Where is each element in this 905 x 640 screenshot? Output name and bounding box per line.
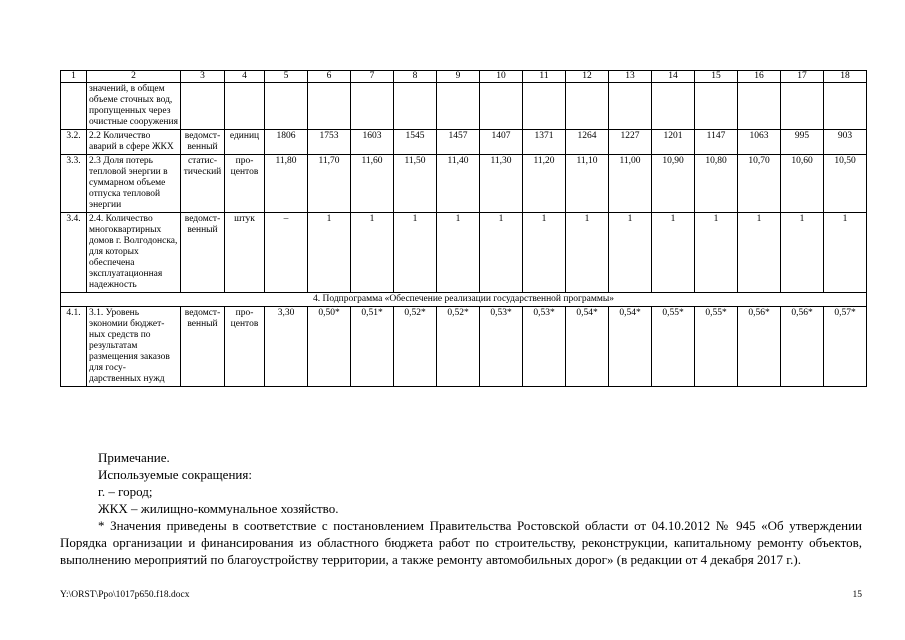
column-number: 5 xyxy=(265,71,308,83)
value-cell xyxy=(738,83,781,130)
column-number: 10 xyxy=(480,71,523,83)
column-number: 11 xyxy=(523,71,566,83)
value-cell: 11,00 xyxy=(609,155,652,213)
value-cell xyxy=(437,83,480,130)
subprogram-row xyxy=(61,293,867,307)
abbreviation-item: г. – город; xyxy=(98,484,153,499)
value-cell: 0,51* xyxy=(351,307,394,387)
value-cell xyxy=(265,83,308,130)
column-number: 18 xyxy=(824,71,867,83)
page-number: 15 xyxy=(852,590,862,600)
value-cell: 1457 xyxy=(437,130,480,155)
value-cell: 1 xyxy=(738,213,781,293)
value-cell: 995 xyxy=(781,130,824,155)
indicator-name: 2.4. Количество многоквартирных домов г. Волгодонска, для которых обеспечена эксплуатационная надежность xyxy=(87,213,181,293)
value-cell: 0,56* xyxy=(738,307,781,387)
value-cell: 1 xyxy=(566,213,609,293)
unit: про-центов xyxy=(225,155,265,213)
value-cell: 0,57* xyxy=(824,307,867,387)
row-number: 4.1. xyxy=(61,307,87,387)
value-cell: 1 xyxy=(695,213,738,293)
value-cell xyxy=(695,83,738,130)
indicator-name: 3.1. Уровень экономии бюджет-ных средств по результатам размещения заказов для госу-дарственных нужд xyxy=(87,307,181,387)
data-source: ведомст-венный xyxy=(181,307,225,387)
unit xyxy=(225,83,265,130)
table-row xyxy=(61,130,867,155)
value-cell: 10,60 xyxy=(781,155,824,213)
column-number: 17 xyxy=(781,71,824,83)
table-row xyxy=(61,155,867,213)
column-number: 12 xyxy=(566,71,609,83)
value-cell: 0,54* xyxy=(566,307,609,387)
column-number: 1 xyxy=(61,71,87,83)
row-number: 3.3. xyxy=(61,155,87,213)
column-number: 9 xyxy=(437,71,480,83)
value-cell xyxy=(308,83,351,130)
value-cell: 11,70 xyxy=(308,155,351,213)
indicator-name: 2.2 Количество аварий в сфере ЖКХ xyxy=(87,130,181,155)
value-cell: 11,50 xyxy=(394,155,437,213)
table-row xyxy=(61,307,867,387)
column-number: 16 xyxy=(738,71,781,83)
column-number: 7 xyxy=(351,71,394,83)
value-cell: 11,20 xyxy=(523,155,566,213)
column-number: 13 xyxy=(609,71,652,83)
column-number: 3 xyxy=(181,71,225,83)
value-cell xyxy=(394,83,437,130)
value-cell: 10,70 xyxy=(738,155,781,213)
value-cell: 0,52* xyxy=(394,307,437,387)
value-cell: 0,55* xyxy=(652,307,695,387)
value-cell: 0,52* xyxy=(437,307,480,387)
value-cell: 0,50* xyxy=(308,307,351,387)
value-cell: 0,54* xyxy=(609,307,652,387)
abbreviation-item: ЖКХ – жилищно-коммунальное хозяйство. xyxy=(98,501,339,516)
value-cell: 1264 xyxy=(566,130,609,155)
value-cell: 0,55* xyxy=(695,307,738,387)
value-cell: 11,10 xyxy=(566,155,609,213)
indicator-name: 2.3 Доля потерь тепловой энергии в суммарном объеме отпуска тепловой энергии xyxy=(87,155,181,213)
value-cell: 10,80 xyxy=(695,155,738,213)
value-cell: 1 xyxy=(437,213,480,293)
row-number: 3.2. xyxy=(61,130,87,155)
data-source xyxy=(181,83,225,130)
value-cell: 1201 xyxy=(652,130,695,155)
value-cell: 1 xyxy=(824,213,867,293)
value-cell xyxy=(652,83,695,130)
value-cell: 1753 xyxy=(308,130,351,155)
column-number: 6 xyxy=(308,71,351,83)
value-cell: 1227 xyxy=(609,130,652,155)
value-cell: 11,60 xyxy=(351,155,394,213)
column-number: 4 xyxy=(225,71,265,83)
value-cell: 11,80 xyxy=(265,155,308,213)
data-source: статис-тический xyxy=(181,155,225,213)
notes-section xyxy=(60,449,862,568)
unit: единиц xyxy=(225,130,265,155)
indicators-table xyxy=(60,70,867,387)
value-cell: 1371 xyxy=(523,130,566,155)
file-path: Y:\ORST\Ppo\1017p650.f18.docx xyxy=(60,590,190,600)
value-cell: 1603 xyxy=(351,130,394,155)
data-source: ведомст-венный xyxy=(181,213,225,293)
value-cell xyxy=(480,83,523,130)
column-number: 14 xyxy=(652,71,695,83)
value-cell: 1147 xyxy=(695,130,738,155)
row-number xyxy=(61,83,87,130)
value-cell xyxy=(523,83,566,130)
header-row xyxy=(61,71,867,83)
value-cell: 1545 xyxy=(394,130,437,155)
value-cell: 11,40 xyxy=(437,155,480,213)
value-cell: 1 xyxy=(652,213,695,293)
column-number: 2 xyxy=(87,71,181,83)
value-cell: 903 xyxy=(824,130,867,155)
data-source: ведомст-венный xyxy=(181,130,225,155)
row-number: 3.4. xyxy=(61,213,87,293)
value-cell: 0,56* xyxy=(781,307,824,387)
value-cell: 0,53* xyxy=(523,307,566,387)
value-cell: 1407 xyxy=(480,130,523,155)
value-cell: 10,50 xyxy=(824,155,867,213)
value-cell xyxy=(566,83,609,130)
value-cell xyxy=(781,83,824,130)
footnote: * Значения приведены в соответствие с постановлением Правительства Ростовской области от 04.10.2012 № 945 «Об утверждении Порядка организации и финансирования из областного бюджета работ по строительству, реконструкции, капитальному ремонту объектов, выполнению мероприятий по благоустройству территории, а также ремонту автомобильных дорог» (в редакции от 4 декабря 2017 г.). xyxy=(60,518,862,567)
value-cell: 10,90 xyxy=(652,155,695,213)
value-cell xyxy=(824,83,867,130)
value-cell: 1 xyxy=(308,213,351,293)
value-cell: 1063 xyxy=(738,130,781,155)
abbreviations-title: Используемые сокращения: xyxy=(98,467,252,482)
subprogram-title: 4. Подпрограмма «Обеспечение реализации государственной программы» xyxy=(61,293,867,307)
table-row xyxy=(61,213,867,293)
value-cell xyxy=(351,83,394,130)
value-cell: 1 xyxy=(394,213,437,293)
unit: про-центов xyxy=(225,307,265,387)
value-cell: 1 xyxy=(351,213,394,293)
value-cell: 1 xyxy=(480,213,523,293)
value-cell: 1 xyxy=(609,213,652,293)
unit: штук xyxy=(225,213,265,293)
value-cell: 1806 xyxy=(265,130,308,155)
column-number: 15 xyxy=(695,71,738,83)
value-cell: 0,53* xyxy=(480,307,523,387)
value-cell: 1 xyxy=(523,213,566,293)
value-cell: 1 xyxy=(781,213,824,293)
value-cell: 11,30 xyxy=(480,155,523,213)
note-title: Примечание. xyxy=(98,450,170,465)
column-number: 8 xyxy=(394,71,437,83)
table-row xyxy=(61,83,867,130)
indicator-name: значений, в общем объеме сточных вод, пропущенных через очистные сооружения xyxy=(87,83,181,130)
value-cell: – xyxy=(265,213,308,293)
value-cell: 3,30 xyxy=(265,307,308,387)
value-cell xyxy=(609,83,652,130)
